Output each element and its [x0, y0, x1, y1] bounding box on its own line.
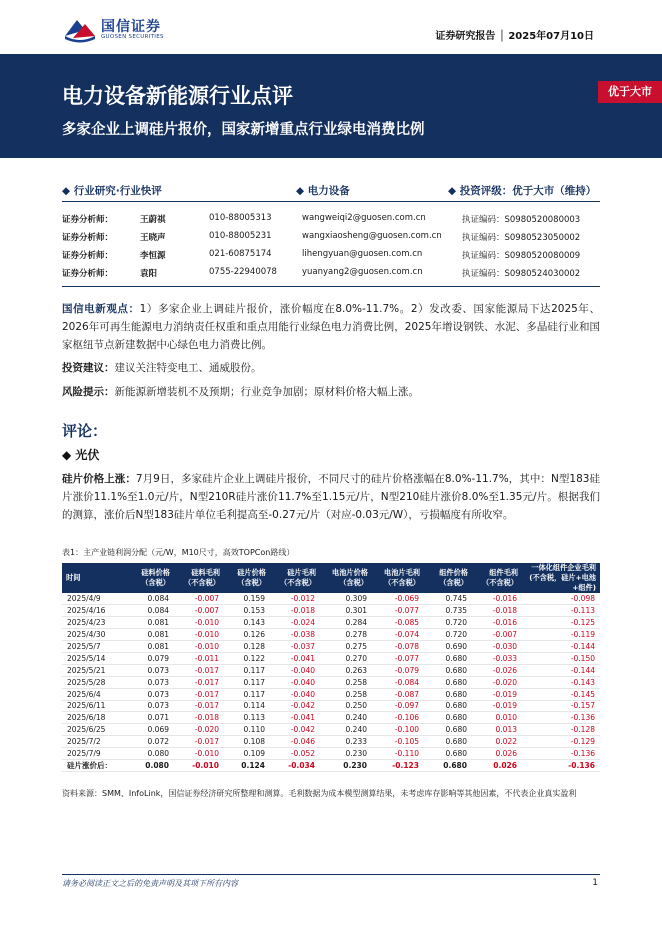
- analyst-email[interactable]: lihengyuan@guosen.com.cn: [302, 249, 423, 259]
- table-row: [62, 712, 600, 724]
- table-cell: 0.680: [424, 759, 472, 771]
- table-cell: -0.144: [522, 641, 600, 653]
- analyst-phone: 010-88005313: [209, 213, 272, 223]
- table-header-cell: 硅料毛利 （不含税）: [174, 563, 224, 593]
- table-cell: -0.077: [372, 605, 424, 617]
- table-cell: 2025/6/11: [62, 700, 128, 712]
- table-cell: 2025/5/14: [62, 652, 128, 664]
- table-cell: 0.081: [128, 629, 174, 641]
- table-cell: -0.042: [270, 700, 320, 712]
- analyst-cert: 执证编码：S0980520080009: [462, 251, 581, 261]
- table-cell: 0.117: [224, 664, 270, 676]
- risk-label: 风险提示：: [62, 386, 115, 398]
- table-cell: 0.113: [224, 712, 270, 724]
- table-cell: -0.136: [522, 759, 600, 771]
- table-cell: 0.680: [424, 736, 472, 748]
- table-row: [62, 629, 600, 641]
- table-cell: -0.034: [270, 759, 320, 771]
- table-cell: -0.084: [372, 676, 424, 688]
- table-cell: -0.119: [522, 629, 600, 641]
- table-cell: -0.019: [472, 700, 522, 712]
- analyst-name: 李恒源: [140, 251, 166, 261]
- table-header-row: [62, 563, 600, 593]
- table-cell: -0.010: [174, 629, 224, 641]
- table-cell: -0.123: [372, 759, 424, 771]
- table-cell: 0.081: [128, 617, 174, 629]
- table-header-cell: 硅片价格 （含税）: [224, 563, 270, 593]
- risk-paragraph: [62, 383, 600, 401]
- silicon-label: 硅片价格上涨：: [62, 473, 136, 485]
- table-cell: 0.278: [320, 629, 372, 641]
- table-cell: -0.079: [372, 664, 424, 676]
- table-cell: -0.017: [174, 700, 224, 712]
- table-cell: 0.275: [320, 641, 372, 653]
- table-cell: 0.270: [320, 652, 372, 664]
- footer-divider: [62, 874, 600, 875]
- table-cell: -0.007: [174, 593, 224, 605]
- table-row: [62, 617, 600, 629]
- table-cell: 0.230: [320, 748, 372, 760]
- table-cell: -0.041: [270, 712, 320, 724]
- analyst-row: [62, 249, 600, 267]
- subsection-title: ◆ 光伏: [62, 448, 100, 462]
- divider: [62, 286, 600, 287]
- table-cell: 0.124: [224, 759, 270, 771]
- table-cell: 2025/4/16: [62, 605, 128, 617]
- table-cell: 0.233: [320, 736, 372, 748]
- invest-label: 投资建议：: [62, 362, 115, 374]
- table-header-cell: 一体化组件企业毛利 (不含税，硅片+电池+组件): [522, 563, 600, 593]
- table-cell: 0.250: [320, 700, 372, 712]
- analyst-name: 王晓声: [140, 233, 166, 243]
- table-header-cell: 时间: [62, 563, 128, 593]
- table-cell: 0.022: [472, 736, 522, 748]
- table-cell: 2025/6/25: [62, 724, 128, 736]
- table-cell: 0.680: [424, 748, 472, 760]
- table-cell: 0.026: [472, 748, 522, 760]
- table-row: [62, 688, 600, 700]
- table-cell: -0.010: [174, 748, 224, 760]
- rating-badge: 优于大市: [598, 81, 662, 103]
- table-cell: -0.020: [174, 724, 224, 736]
- table-cell: -0.011: [174, 652, 224, 664]
- analyst-email[interactable]: yuanyang2@guosen.com.cn: [302, 267, 423, 277]
- table-cell: -0.019: [472, 688, 522, 700]
- table-cell: -0.105: [372, 736, 424, 748]
- table-cell: -0.136: [522, 712, 600, 724]
- table-cell: -0.145: [522, 688, 600, 700]
- table-row: [62, 759, 600, 771]
- table-cell: -0.038: [270, 629, 320, 641]
- table-cell: 2025/5/21: [62, 664, 128, 676]
- table-body: [62, 593, 600, 771]
- table-cell: 0.680: [424, 676, 472, 688]
- analyst-row: [62, 267, 600, 285]
- table-cell: 0.010: [472, 712, 522, 724]
- table-cell: 2025/5/28: [62, 676, 128, 688]
- analyst-row: [62, 231, 600, 249]
- company-logo: [63, 13, 193, 47]
- table-header-cell: 电池片价格 （含税）: [320, 563, 372, 593]
- table-cell: 2025/4/23: [62, 617, 128, 629]
- table-cell: -0.024: [270, 617, 320, 629]
- table-cell: -0.012: [270, 593, 320, 605]
- silicon-paragraph: [62, 470, 600, 524]
- logo-chinese-text: 国信证券: [101, 19, 161, 35]
- analyst-email[interactable]: wangxiaosheng@guosen.com.cn: [302, 231, 442, 241]
- divider: [62, 201, 600, 202]
- viewpoint-text: 1）多家企业上调硅片报价，涨价幅度在8.0%-11.7%。2）发改委、国家能源局下达2025年、2026年可再生能源电力消纳责任权重和重点用能行业绿色电力消费比例，2025年增设钢铁、水泥、多晶硅行业和国家枢纽节点新建数据中心绿色电力消费比例。: [62, 303, 601, 351]
- table-cell: 0.258: [320, 688, 372, 700]
- table-cell: 0.153: [224, 605, 270, 617]
- profit-table: [62, 563, 600, 772]
- table-cell: 0.690: [424, 641, 472, 653]
- table-cell: -0.144: [522, 664, 600, 676]
- table-cell: -0.078: [372, 641, 424, 653]
- table-cell: -0.150: [522, 652, 600, 664]
- table-cell: 0.735: [424, 605, 472, 617]
- table-cell: 0.084: [128, 593, 174, 605]
- table-cell: 0.117: [224, 688, 270, 700]
- table-cell: 0.680: [424, 664, 472, 676]
- logo-english-text: GUOSEN SECURITIES: [101, 34, 164, 40]
- table-header-cell: 硅料价格 （含税）: [128, 563, 174, 593]
- table-cell: 2025/7/9: [62, 748, 128, 760]
- risk-text: 新能源新增装机不及预期；行业竞争加剧；原材料价格大幅上涨。: [114, 386, 419, 398]
- top-header: [0, 0, 662, 54]
- table-cell: 0.258: [320, 676, 372, 688]
- table-header-cell: 组件价格 （含税）: [424, 563, 472, 593]
- table-cell: 0.114: [224, 700, 270, 712]
- table-cell: 2025/4/30: [62, 629, 128, 641]
- table-cell: 0.284: [320, 617, 372, 629]
- table-cell: -0.085: [372, 617, 424, 629]
- section-title: 评论：: [62, 422, 108, 440]
- table-cell: 0.240: [320, 712, 372, 724]
- table-cell: 2025/7/2: [62, 736, 128, 748]
- table-cell: 0.128: [224, 641, 270, 653]
- table-cell: -0.040: [270, 688, 320, 700]
- table-row: [62, 652, 600, 664]
- table-cell: -0.033: [472, 652, 522, 664]
- silicon-text: 7月9日，多家硅片企业上调硅片报价，不同尺寸的硅片价格涨幅在8.0%-11.7%，其中：N型183硅片涨价11.1%至1.0元/片，N型210R硅片涨价11.7%至1.15元/片，N型210硅片涨价8.0%至1.35元/片。根据我们的测算，涨价后N型183硅片单位毛利提高至-0.27元/片（对应-0.03元/W），亏损幅度有所收窄。: [62, 473, 601, 521]
- viewpoint-label: 国信电新观点：: [62, 303, 140, 315]
- table-cell: 0.073: [128, 676, 174, 688]
- table-row: [62, 736, 600, 748]
- table-header-cell: 硅片毛利 （不含税）: [270, 563, 320, 593]
- table-cell: -0.017: [174, 676, 224, 688]
- report-type-date: 证券研究报告 │ 2025年07月10日: [435, 31, 594, 42]
- category-industry: ◆ 电力设备: [296, 185, 350, 197]
- table-cell: -0.040: [270, 676, 320, 688]
- table-cell: -0.087: [372, 688, 424, 700]
- table-cell: -0.041: [270, 652, 320, 664]
- analyst-role: 证券分析师：: [62, 251, 114, 261]
- table-cell: 0.073: [128, 688, 174, 700]
- table-cell: 0.069: [128, 724, 174, 736]
- table-cell: -0.026: [472, 664, 522, 676]
- table-cell: 0.117: [224, 676, 270, 688]
- table-cell: -0.007: [472, 629, 522, 641]
- analyst-phone: 010-88005231: [209, 231, 272, 241]
- viewpoint-paragraph: [62, 300, 600, 354]
- table-cell: -0.018: [174, 712, 224, 724]
- table-cell: -0.157: [522, 700, 600, 712]
- title-banner: [0, 54, 662, 158]
- table-row: [62, 748, 600, 760]
- table-cell: -0.030: [472, 641, 522, 653]
- table-cell: 0.680: [424, 688, 472, 700]
- table-row: [62, 605, 600, 617]
- footer-disclaimer[interactable]: 请务必阅读正文之后的免责声明及其项下所有内容: [62, 879, 238, 888]
- table-cell: -0.018: [270, 605, 320, 617]
- guosen-logo-icon: [63, 14, 97, 44]
- table-cell: -0.074: [372, 629, 424, 641]
- table-cell: 0.230: [320, 759, 372, 771]
- table-cell: 0.110: [224, 724, 270, 736]
- table-cell: -0.125: [522, 617, 600, 629]
- table-cell: 0.126: [224, 629, 270, 641]
- table-cell: -0.010: [174, 759, 224, 771]
- table-cell: 0.073: [128, 664, 174, 676]
- table-cell: -0.010: [174, 617, 224, 629]
- table-cell: 0.080: [128, 748, 174, 760]
- table-cell: -0.010: [174, 641, 224, 653]
- table-source-note: 资料来源：SMM、InfoLink，国信证券经济研究所整理和测算。毛利数据为成本模型测算结果，未考虑库存影响等其他因素，不代表企业真实盈利: [62, 789, 577, 798]
- table-cell: -0.136: [522, 748, 600, 760]
- report-subtitle: 多家企业上调硅片报价，国家新增重点行业绿电消费比例: [62, 122, 425, 138]
- analyst-name: 王蔚祺: [140, 215, 166, 225]
- table-cell: 0.309: [320, 593, 372, 605]
- table-row: [62, 593, 600, 605]
- table-cell: 硅片涨价后：: [62, 759, 128, 771]
- analyst-phone: 0755-22940078: [209, 267, 277, 277]
- analyst-cert: 执证编码：S0980523050002: [462, 233, 581, 243]
- table-row: [62, 676, 600, 688]
- table-cell: 0.013: [472, 724, 522, 736]
- table-cell: 0.079: [128, 652, 174, 664]
- table-row: [62, 700, 600, 712]
- table-cell: -0.100: [372, 724, 424, 736]
- table-cell: -0.017: [174, 664, 224, 676]
- invest-text: 建议关注特变电工、通威股份。: [114, 362, 262, 374]
- table-cell: 0.720: [424, 629, 472, 641]
- invest-paragraph: [62, 359, 600, 377]
- table-cell: 0.072: [128, 736, 174, 748]
- table-cell: 0.122: [224, 652, 270, 664]
- report-title: 电力设备新能源行业点评: [62, 84, 293, 108]
- table-cell: 0.080: [128, 759, 174, 771]
- table-cell: 2025/5/7: [62, 641, 128, 653]
- table-cell: -0.007: [174, 605, 224, 617]
- table-cell: -0.016: [472, 593, 522, 605]
- table-cell: 2025/4/9: [62, 593, 128, 605]
- table-cell: 0.745: [424, 593, 472, 605]
- table-cell: -0.097: [372, 700, 424, 712]
- table-cell: 0.680: [424, 724, 472, 736]
- page-number: 1: [592, 878, 598, 888]
- category-rating: ◆ 投资评级：优于大市（维持）: [448, 185, 597, 197]
- analyst-cert: 执证编码：S0980520080003: [462, 215, 581, 225]
- table-cell: -0.113: [522, 605, 600, 617]
- table-cell: 0.073: [128, 700, 174, 712]
- table-cell: -0.069: [372, 593, 424, 605]
- analyst-list: [62, 213, 600, 285]
- table-cell: 0.081: [128, 641, 174, 653]
- table-cell: 0.159: [224, 593, 270, 605]
- analyst-name: 袁阳: [140, 269, 158, 279]
- table-header-cell: 电池片毛利 （不含税）: [372, 563, 424, 593]
- table-header-cell: 组件毛利 （不含税）: [472, 563, 522, 593]
- table-cell: 0.680: [424, 700, 472, 712]
- table-cell: -0.052: [270, 748, 320, 760]
- table-cell: -0.018: [472, 605, 522, 617]
- table-row: [62, 724, 600, 736]
- table-cell: 2025/6/18: [62, 712, 128, 724]
- table-cell: -0.098: [522, 593, 600, 605]
- table-cell: -0.106: [372, 712, 424, 724]
- table-cell: -0.046: [270, 736, 320, 748]
- table-cell: 0.071: [128, 712, 174, 724]
- table-row: [62, 641, 600, 653]
- table-cell: -0.110: [372, 748, 424, 760]
- analyst-phone: 021-60875174: [209, 249, 272, 259]
- table-cell: -0.016: [472, 617, 522, 629]
- table-cell: -0.020: [472, 676, 522, 688]
- table-cell: -0.042: [270, 724, 320, 736]
- table-cell: -0.128: [522, 724, 600, 736]
- table-cell: 0.108: [224, 736, 270, 748]
- table-cell: 0.263: [320, 664, 372, 676]
- table-cell: 0.026: [472, 759, 522, 771]
- table-cell: -0.017: [174, 688, 224, 700]
- table-cell: 0.720: [424, 617, 472, 629]
- table-cell: 0.240: [320, 724, 372, 736]
- table-cell: -0.037: [270, 641, 320, 653]
- analyst-role: 证券分析师：: [62, 215, 114, 225]
- table-cell: -0.143: [522, 676, 600, 688]
- table-caption: 表1：主产业链利润分配（元/W，M10尺寸，高效TOPCon路线）: [62, 548, 295, 557]
- table-cell: 0.680: [424, 652, 472, 664]
- table-cell: -0.077: [372, 652, 424, 664]
- table-cell: 0.084: [128, 605, 174, 617]
- category-research-type: ◆ 行业研究·行业快评: [62, 185, 162, 197]
- table-cell: -0.040: [270, 664, 320, 676]
- table-cell: 2025/6/4: [62, 688, 128, 700]
- table-cell: -0.017: [174, 736, 224, 748]
- table-cell: 0.680: [424, 712, 472, 724]
- table-cell: 0.143: [224, 617, 270, 629]
- table-cell: -0.129: [522, 736, 600, 748]
- table-cell: 0.301: [320, 605, 372, 617]
- analyst-cert: 执证编码：S0980524030002: [462, 269, 581, 279]
- table-cell: 0.109: [224, 748, 270, 760]
- analyst-role: 证券分析师：: [62, 269, 114, 279]
- analyst-email[interactable]: wangweiqi2@guosen.com.cn: [302, 213, 426, 223]
- table-row: [62, 664, 600, 676]
- analyst-row: [62, 213, 600, 231]
- analyst-role: 证券分析师：: [62, 233, 114, 243]
